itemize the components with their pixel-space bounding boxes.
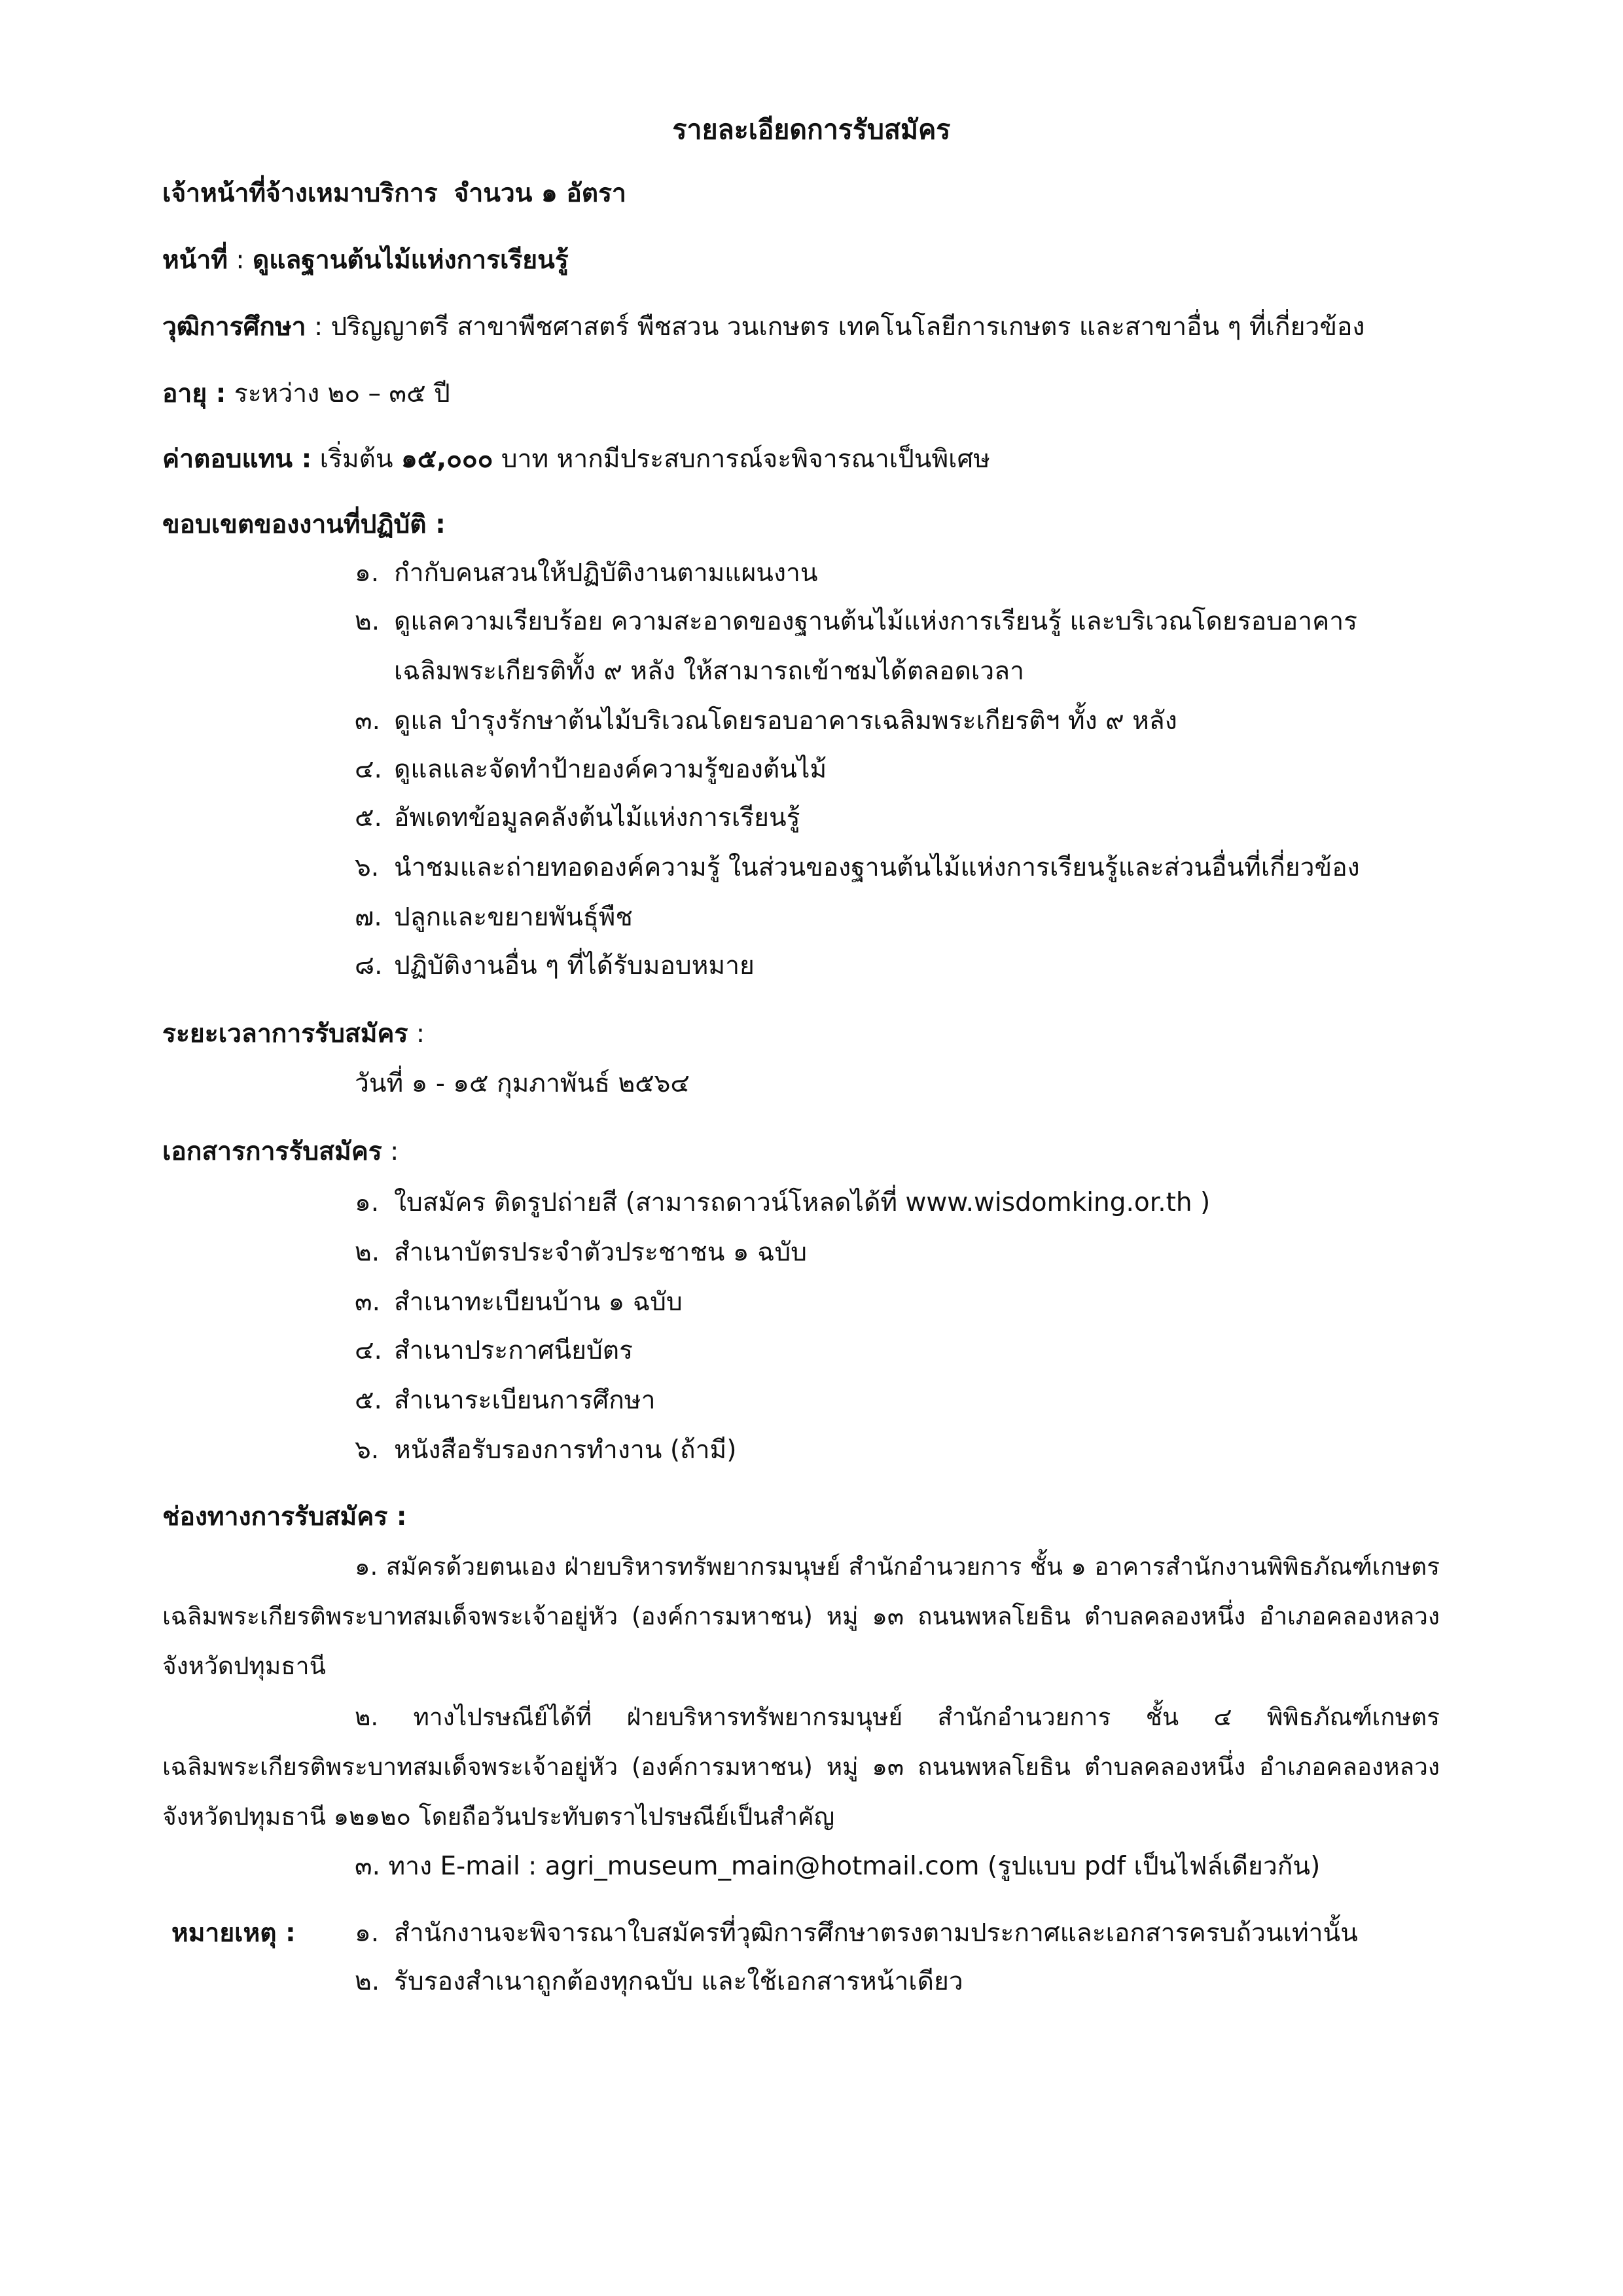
education-label: วุฒิการศึกษา bbox=[162, 312, 306, 342]
education-value: ปริญญาตรี สาขาพืชศาสตร์ พืชสวน วนเกษตร เทคโนโลยีการเกษตร และสาขาอื่น ๆ ที่เกี่ยวข้อง bbox=[330, 312, 1365, 342]
age-line bbox=[162, 374, 450, 414]
scope-item bbox=[355, 898, 633, 937]
document-item bbox=[355, 1283, 683, 1322]
salary-line bbox=[162, 440, 990, 479]
position-count: จำนวน ๑ อัตรา bbox=[454, 179, 626, 208]
document-item-text: หนังสือรับรองการทำงาน (ถ้ามี) bbox=[394, 1435, 737, 1465]
channels-heading bbox=[162, 1498, 406, 1537]
remarks-label: หมายเหตุ : bbox=[171, 1918, 296, 1948]
scope-item-text: ดูแลความเรียบร้อย ความสะอาดของฐานต้นไม้แห่งการเรียนรู้ และบริเวณโดยรอบอาคาร bbox=[394, 607, 1358, 636]
document-item bbox=[355, 1183, 1210, 1223]
documents-heading bbox=[162, 1132, 399, 1172]
scope-item-number: ๓. bbox=[355, 706, 381, 736]
document-item bbox=[355, 1233, 807, 1272]
remark-item bbox=[355, 1962, 963, 2001]
remark-item-text: สำนักงานจะพิจารณาใบสมัครที่วุฒิการศึกษาตรงตามประกาศและเอกสารครบถ้วนเท่านั้น bbox=[394, 1918, 1358, 1948]
scope-item-number: ๒. bbox=[355, 607, 380, 636]
position-label: เจ้าหน้าที่จ้างเหมาบริการ bbox=[162, 179, 438, 208]
remark-item-text: รับรองสำเนาถูกต้องทุกฉบับ และใช้เอกสารหน้าเดียว bbox=[394, 1967, 963, 1996]
scope-item-number: ๑. bbox=[355, 558, 380, 588]
education-separator: : bbox=[306, 312, 331, 342]
scope-item bbox=[355, 602, 1357, 641]
scope-item-text: นำชมและถ่ายทอดองค์ความรู้ ในส่วนของฐานต้นไม้แห่งการเรียนรู้และส่วนอื่นที่เกี่ยวข้อง bbox=[394, 853, 1360, 882]
scope-item bbox=[355, 798, 800, 838]
scope-item bbox=[355, 702, 1177, 741]
period-heading bbox=[162, 1014, 425, 1054]
document-item-number: ๑. bbox=[355, 1188, 380, 1217]
remark-item-number: ๑. bbox=[355, 1918, 380, 1948]
scope-item-text: อัพเดทข้อมูลคลังต้นไม้แห่งการเรียนรู้ bbox=[394, 803, 800, 833]
scope-item-text: ดูแลและจัดทำป้ายองค์ความรู้ของต้นไม้ bbox=[394, 755, 827, 784]
salary-post: บาท หากมีประสบการณ์จะพิจารณาเป็นพิเศษ bbox=[501, 444, 990, 474]
document-item-number: ๓. bbox=[355, 1287, 381, 1317]
document-item-text: สำเนาบัตรประจำตัวประชาชน ๑ ฉบับ bbox=[394, 1238, 808, 1267]
scope-item-number: ๔. bbox=[355, 755, 382, 784]
scope-heading-text: ขอบเขตของงานที่ปฏิบัติ : bbox=[162, 510, 446, 539]
document-item bbox=[355, 1331, 633, 1371]
scope-item-text: ปลูกและขยายพันธุ์พืช bbox=[394, 903, 633, 932]
position-line bbox=[162, 174, 626, 213]
channels-heading-text: ช่องทางการรับสมัคร : bbox=[162, 1502, 407, 1532]
scope-item-text: กำกับคนสวนให้ปฏิบัติงานตามแผนงาน bbox=[394, 558, 818, 588]
education-line bbox=[162, 308, 1364, 347]
scope-item bbox=[355, 848, 1360, 888]
document-item bbox=[355, 1381, 656, 1420]
scope-item bbox=[355, 750, 827, 789]
channel-email-item: ๓. ทาง E-mail : agri_museum_main@hotmail.com (รูปแบบ pdf เป็นไฟล์เดียวกัน) bbox=[355, 1852, 1321, 1881]
period-label: ระยะเวลาการรับสมัคร bbox=[162, 1019, 408, 1049]
salary-label: ค่าตอบแทน : bbox=[162, 444, 312, 474]
document-item-text: ใบสมัคร ติดรูปถ่ายสี (สามารถดาวน์โหลดได้ที่ www.wisdomking.or.th ) bbox=[394, 1188, 1211, 1217]
documents-separator: : bbox=[382, 1137, 399, 1166]
document-item-text: สำเนาระเบียนการศึกษา bbox=[394, 1386, 656, 1415]
scope-item-number: ๘. bbox=[355, 951, 383, 980]
document-item-number: ๕. bbox=[355, 1386, 382, 1415]
document-item-number: ๔. bbox=[355, 1336, 382, 1365]
salary-pre: เริ่มต้น bbox=[319, 444, 393, 474]
duty-value: ดูแลฐานต้นไม้แห่งการเรียนรู้ bbox=[252, 245, 569, 275]
scope-item-number: ๕. bbox=[355, 803, 382, 833]
remark-item bbox=[355, 1914, 1358, 1953]
age-value: ระหว่าง ๒๐ – ๓๕ ปี bbox=[234, 379, 450, 408]
age-label: อายุ : bbox=[162, 379, 226, 408]
scope-item-continuation: เฉลิมพระเกียรติทั้ง ๙ หลัง ให้สามารถเข้าชมได้ตลอดเวลา bbox=[394, 656, 1024, 686]
channel-post-paragraph: ๒. ทางไปรษณีย์ได้ที่ ฝ่ายบริหารทรัพยากรมนุษย์ สำนักอำนวยการ ชั้น ๔ พิพิธภัณฑ์เกษตรเฉลิมพระเกียรติพระบาทสมเด็จพระเจ้าอยู่หัว (องค์การมหาชน) หมู่ ๑๓ ถนนพหลโยธิน ตำบลคลองหนึ่ง อำเภอคลองหลวง จังหวัดปทุมธานี ๑๒๑๒๐ โดยถือวันประทับตราไปรษณีย์เป็นสำคัญ bbox=[162, 1703, 1440, 1831]
document-item-number: ๖. bbox=[355, 1435, 380, 1465]
duty-line bbox=[162, 241, 569, 280]
duty-label: หน้าที่ bbox=[162, 245, 228, 275]
document-item bbox=[355, 1431, 736, 1470]
documents-label: เอกสารการรับสมัคร bbox=[162, 1137, 382, 1166]
scope-item bbox=[355, 946, 755, 986]
document-item-text: สำเนาประกาศนียบัตร bbox=[394, 1336, 633, 1365]
scope-heading bbox=[162, 505, 446, 545]
document-item-number: ๒. bbox=[355, 1238, 380, 1267]
period-separator: : bbox=[408, 1019, 425, 1049]
period-value: วันที่ ๑ - ๑๕ กุมภาพันธ์ ๒๕๖๔ bbox=[355, 1069, 690, 1098]
scope-item-number: ๖. bbox=[355, 853, 380, 882]
scope-item bbox=[355, 554, 818, 593]
document-title: รายละเอียดการรับสมัคร bbox=[672, 114, 951, 145]
scope-item-number: ๗. bbox=[355, 903, 382, 932]
document-item-text: สำเนาทะเบียนบ้าน ๑ ฉบับ bbox=[394, 1287, 683, 1317]
scope-item-text: ปฏิบัติงานอื่น ๆ ที่ได้รับมอบหมาย bbox=[394, 951, 755, 980]
remark-item-number: ๒. bbox=[355, 1967, 380, 1996]
channel-walk-in-paragraph: ๑. สมัครด้วยตนเอง ฝ่ายบริหารทรัพยากรมนุษย์ สำนักอำนวยการ ชั้น ๑ อาคารสำนักงานพิพิธภัณฑ์เกษตรเฉลิมพระเกียรติพระบาทสมเด็จพระเจ้าอยู่หัว (องค์การมหาชน) หมู่ ๑๓ ถนนพหลโยธิน ตำบลคลองหนึ่ง อำเภอคลองหลวง จังหวัดปทุมธานี bbox=[162, 1552, 1440, 1680]
salary-amount: ๑๕,๐๐๐ bbox=[401, 444, 493, 474]
duty-separator: : bbox=[227, 245, 253, 275]
scope-item-text: ดูแล บำรุงรักษาต้นไม้บริเวณโดยรอบอาคารเฉลิมพระเกียรติฯ ทั้ง ๙ หลัง bbox=[394, 706, 1177, 736]
